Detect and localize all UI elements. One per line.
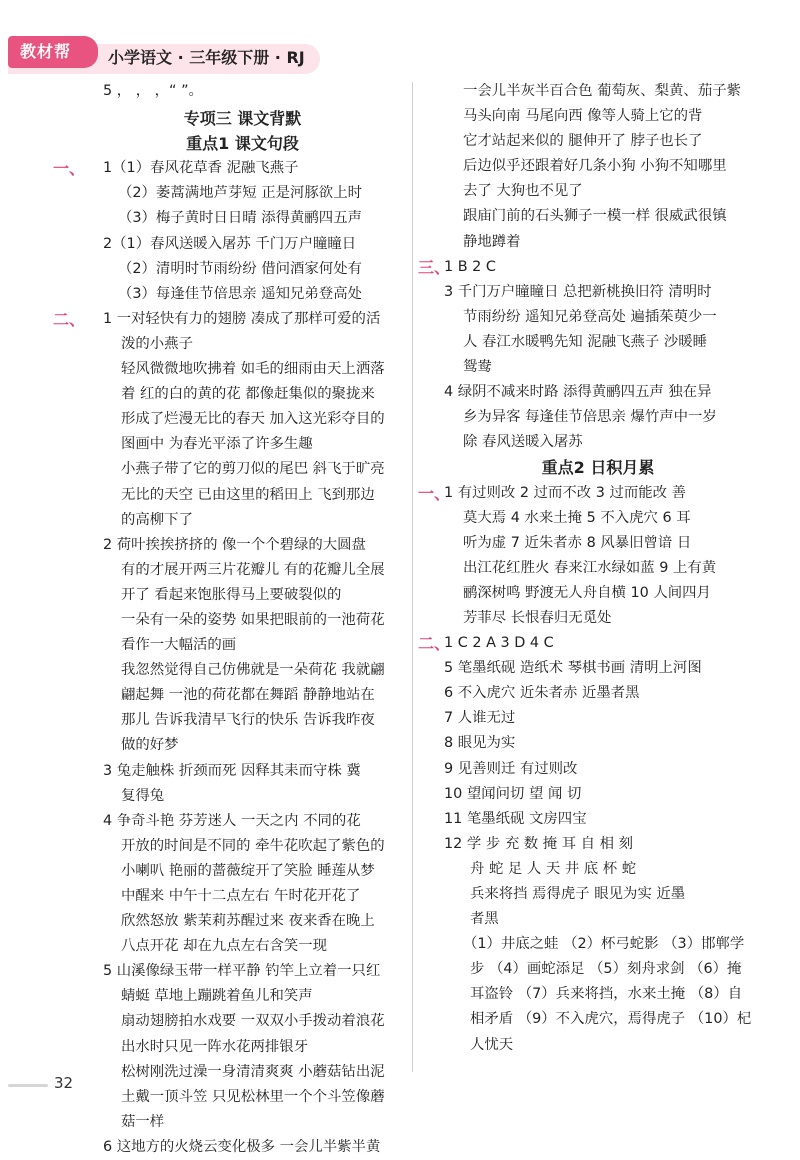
answer-line: 后边似乎还跟着好几条小狗 小狗不知哪里 (463, 158, 727, 175)
answer-line: 静地蹲着 (463, 233, 521, 250)
right-column (418, 79, 778, 1058)
answer-line: 泼的小燕子 (121, 335, 193, 352)
column-divider (412, 82, 413, 1072)
answer-line: 1（1）春风花草香 泥融飞燕子 (103, 160, 299, 177)
answer-line: 轻风微微地吹拂着 如毛的细雨由天上洒落 (121, 361, 385, 378)
answer-line: 土戴一顶斗笠 只见松林里一个个斗笠像蘑 (121, 1088, 385, 1105)
answer-line: 菇一样 (121, 1113, 165, 1130)
answer-line: 1 C 2 A 3 D 4 C (444, 635, 554, 652)
answer-line: （3）梅子黄时日日晴 添得黄鹂四五声 (118, 210, 362, 227)
section-marker: 一、 (53, 159, 86, 179)
answer-line: 看作一大幅活的画 (121, 637, 237, 654)
answer-line: 翩起舞 一池的荷花都在舞蹈 静静地站在 (121, 687, 375, 704)
answer-line: 步 （4）画蛇添足 （5）刻舟求剑 （6）掩 (470, 961, 742, 978)
answer-line: 开了 看起来饱胀得马上要破裂似的 (121, 586, 342, 603)
subsection-title: 重点1 课文句段 (186, 134, 299, 154)
section-marker: 三、 (418, 257, 451, 277)
answer-line: 松树刚洗过澡一身清清爽爽 小蘑菇钻出泥 (121, 1063, 385, 1080)
answer-line: 扇动翅膀拍水戏要 一双双小手拨动着浪花 (121, 1013, 385, 1030)
answer-line: 10 望闻问切 望 闻 切 (444, 785, 582, 802)
answer-line: 马头向南 马尾向西 像等人骑上它的背 (463, 108, 703, 125)
answer-line: 1 有过则改 2 过而不改 3 过而能改 善 (444, 484, 686, 501)
answer-line: （1）井底之蛙 （2）杯弓蛇影 （3）邯郸学 (463, 936, 745, 953)
answer-line: 八点开花 却在九点左右含笑一现 (121, 938, 328, 955)
answer-line: 出江花红胜火 春来江水绿如蓝 9 上有黄 (463, 559, 717, 576)
book-title: 小学语文 · 三年级下册 · RJ (108, 48, 305, 67)
answer-line: 4 绿阴不减来时路 添得黄鹂四五声 独在异 (444, 384, 712, 401)
answer-line: （2）清明时节雨纷纷 借问酒家何处有 (118, 260, 362, 277)
answer-line: 一会儿半灰半百合色 葡萄灰、梨黄、茄子紫 (463, 83, 741, 99)
answer-line: 3 兔走触株 折颈而死 因释其耒而守株 冀 (103, 762, 361, 779)
answer-line: 8 眼见为实 (444, 735, 516, 752)
answer-line: 节雨纷纷 遥知兄弟登高处 遍插茱萸少一 (463, 308, 717, 325)
answer-line: 2（1）春风送暖入屠苏 千门万户瞳瞳日 (103, 235, 357, 252)
answer-line: 人 春江水暖鸭先知 泥融飞燕子 沙暖睡 (463, 333, 707, 350)
answer-line: 芳菲尽 长恨春归无觅处 (463, 609, 612, 626)
answer-line: 5 ， ， ，“ ”。 (103, 83, 203, 99)
page-number-bar (8, 1084, 48, 1087)
answer-line: （2）萎蒿满地芦芽短 正是河豚欲上时 (118, 185, 362, 202)
section-marker: 一、 (418, 483, 451, 503)
answer-line: 9 见善则迁 有过则改 (444, 760, 578, 777)
answer-line: 相矛盾 （9）不入虎穴，焉得虎子 （10）杞 (470, 1011, 752, 1028)
answer-line: 1 B 2 C (444, 258, 496, 275)
answer-line: 形成了烂漫无比的春天 加入这光彩夺目的 (121, 411, 385, 428)
answer-line: 6 这地方的火烧云变化极多 一会儿半紫半黄 (103, 1138, 381, 1155)
answer-line: 我忽然觉得自己仿佛就是一朵荷花 我就翩 (121, 662, 385, 679)
answer-line: 一朵有一朵的姿势 如果把眼前的一池荷花 (121, 611, 385, 628)
section-marker: 二、 (53, 309, 86, 329)
section-marker: 二、 (418, 634, 451, 654)
answer-line: 5 笔墨纸砚 造纸术 琴棋书画 清明上河图 (444, 660, 702, 677)
answer-line: 鸳鸯 (463, 359, 492, 376)
answer-line: 3 千门万户瞳瞳日 总把新桃换旧符 清明时 (444, 283, 712, 300)
answer-line: 的高柳下了 (121, 511, 193, 528)
answer-line: 5 山溪像绿玉带一样平静 钓竿上立着一只红 (103, 963, 381, 980)
answer-line: 出水时只见一阵水花两排银牙 (121, 1038, 309, 1055)
answer-line: 兵来将挡 焉得虎子 眼见为实 近墨 (470, 886, 686, 902)
answer-line: 无比的天空 已由这里的稻田上 飞到那边 (121, 486, 375, 503)
answer-line: 小燕子带了它的剪刀似的尾巴 斜飞于旷亮 (121, 461, 385, 478)
answer-line: 1 一对轻快有力的翅膀 凑成了那样可爱的活 (103, 310, 381, 327)
brand-tag: 教材帮 (8, 36, 98, 68)
answer-line: 人忧天 (470, 1036, 514, 1053)
answer-line: 小喇叭 艳丽的蔷薇绽开了笑脸 睡莲从梦 (121, 862, 375, 879)
answer-line: 6 不入虎穴 近朱者赤 近墨者黑 (444, 685, 640, 702)
answer-line: 去了 大狗也不见了 (463, 183, 583, 200)
answer-line: 舟 蛇 足 人 天 井 底 杯 蛇 (470, 860, 637, 877)
answer-line: 除 春风送暖入屠苏 (463, 434, 583, 451)
answer-line: 听为虚 7 近朱者赤 8 风暴旧曾谙 日 (463, 534, 692, 551)
answer-line: 复得兔 (121, 787, 165, 804)
answer-line: 它才站起来似的 腿伸开了 脖子也长了 (463, 133, 703, 150)
answer-line: 11 笔墨纸砚 文房四宝 (444, 810, 587, 827)
answer-line: 开放的时间是不同的 牵牛花吹起了紫色的 (121, 837, 385, 854)
answer-line: 4 争奇斗艳 芬芳迷人 一天之内 不同的花 (103, 812, 361, 829)
answer-line: 莫大焉 4 水来土掩 5 不入虎穴 6 耳 (463, 509, 691, 526)
answer-line: 乡为异客 每逢佳节倍思亲 爆竹声中一岁 (463, 409, 717, 426)
answer-line: （3）每逢佳节倍思亲 遥知兄弟登高处 (118, 285, 362, 302)
answer-line: 者黑 (470, 911, 499, 928)
answer-line: 欣然怒放 紫茉莉苏醒过来 夜来香在晚上 (121, 913, 375, 930)
answer-line: 12 学 步 充 数 掩 耳 自 相 刻 (444, 835, 633, 852)
answer-line: 中醒来 中午十二点左右 午时花开花了 (121, 888, 361, 904)
answer-line: 7 人谁无过 (444, 710, 516, 727)
answer-line: 2 荷叶挨挨挤挤的 像一个个碧绿的大圆盘 (103, 536, 366, 553)
answer-line: 着 红的白的黄的花 都像赶集似的聚拢来 (121, 386, 375, 403)
answer-line: 有的才展开两三片花瓣儿 有的花瓣儿全展 (121, 561, 385, 578)
subsection-title: 重点2 日积月累 (541, 458, 655, 478)
page-header (0, 36, 800, 76)
answer-line: 鹂深树鸣 野渡无人舟自横 10 人间四月 (463, 584, 711, 601)
answer-line: 那儿 告诉我清早飞行的快乐 告诉我昨夜 (121, 712, 375, 729)
answer-line: 蜻蜓 草地上蹦跳着鱼儿和笑声 (121, 988, 313, 1005)
answer-line: 图画中 为春光平添了许多生趣 (121, 436, 313, 453)
answer-line: 耳盗铃 （7）兵来将挡，水来土掩 （8）自 (470, 986, 743, 1003)
page-number: 32 (54, 1074, 74, 1092)
answer-line: 做的好梦 (121, 737, 179, 754)
section-title: 专项三 课文背默 (183, 109, 302, 129)
answer-line: 跟庙门前的石头狮子一模一样 很威武很镇 (463, 208, 727, 225)
